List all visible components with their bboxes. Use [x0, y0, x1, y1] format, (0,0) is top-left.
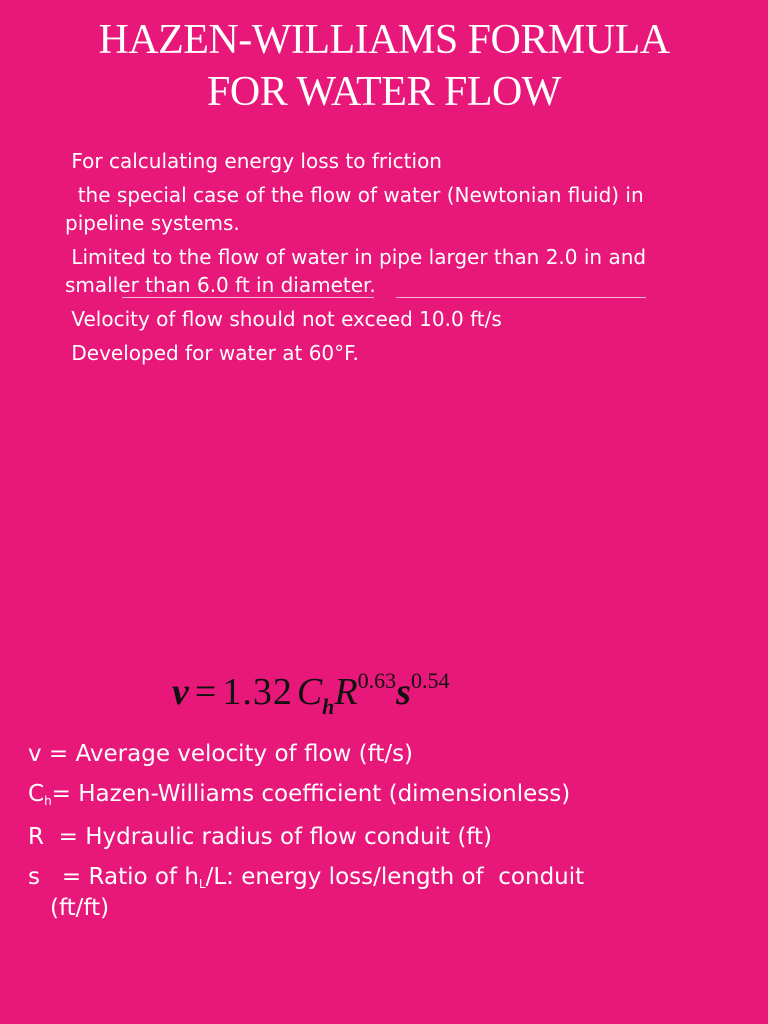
- bullet-item-special-case: the special case of the flow of water (Newtonian fluid) in pipeline systems.: [65, 183, 651, 235]
- bullet-item-velocity-limit: Velocity of flow should not exceed 10.0 ft/s: [65, 307, 502, 331]
- variable-definitions: [28, 740, 728, 934]
- definition-slope: [28, 863, 728, 922]
- definition-coefficient-symbol: C: [28, 781, 45, 807]
- formula-s-symbol: s: [396, 671, 411, 713]
- bullet-item-water-temperature: Developed for water at 60°F.: [65, 341, 359, 365]
- divider-line-right: [396, 297, 646, 298]
- definition-slope-text-post: /L: energy loss/length of conduit: [205, 864, 585, 890]
- definition-slope-subscript: L: [198, 877, 206, 891]
- definition-velocity: [28, 740, 728, 768]
- definition-coefficient: [28, 780, 728, 811]
- formula-coefficient: 1.32: [222, 671, 293, 713]
- definition-radius-text: = Hydraulic radius of flow conduit (ft): [43, 824, 492, 850]
- definition-slope-text-pre: = Ratio of h: [39, 864, 199, 890]
- divider-line-left: [122, 297, 374, 298]
- formula-c-symbol: C: [296, 671, 323, 713]
- formula-r-exponent: 0.63: [357, 668, 397, 693]
- definition-coefficient-subscript: h: [44, 794, 52, 808]
- title-line-2: FOR WATER FLOW: [207, 69, 561, 115]
- slide-title: [0, 14, 768, 118]
- title-line-1: HAZEN-WILLIAMS FORMULA: [98, 17, 670, 63]
- hazen-williams-equation: [172, 668, 450, 719]
- definition-velocity-symbol: v: [28, 741, 42, 767]
- formula-r-symbol: R: [334, 671, 358, 713]
- definition-coefficient-text: = Hazen-Williams coefficient (dimensionless): [51, 781, 571, 807]
- formula-c-subscript: h: [322, 694, 335, 719]
- bullet-item-pipe-size-limit: Limited to the flow of water in pipe larger than 2.0 in and smaller than 6.0 ft in diameter.: [65, 245, 653, 297]
- definition-velocity-text: = Average velocity of flow (ft/s): [41, 741, 414, 767]
- definition-slope-units: (ft/ft): [50, 895, 110, 921]
- definition-slope-symbol: s: [28, 864, 40, 890]
- definition-hydraulic-radius: [28, 823, 728, 851]
- formula-equals-sign: =: [194, 671, 217, 713]
- bullet-list: [65, 147, 725, 367]
- formula-s-exponent: 0.54: [410, 668, 450, 693]
- definition-radius-symbol: R: [28, 824, 44, 850]
- formula-velocity-symbol: v: [172, 671, 189, 713]
- bullet-item-energy-loss: For calculating energy loss to friction: [65, 149, 442, 173]
